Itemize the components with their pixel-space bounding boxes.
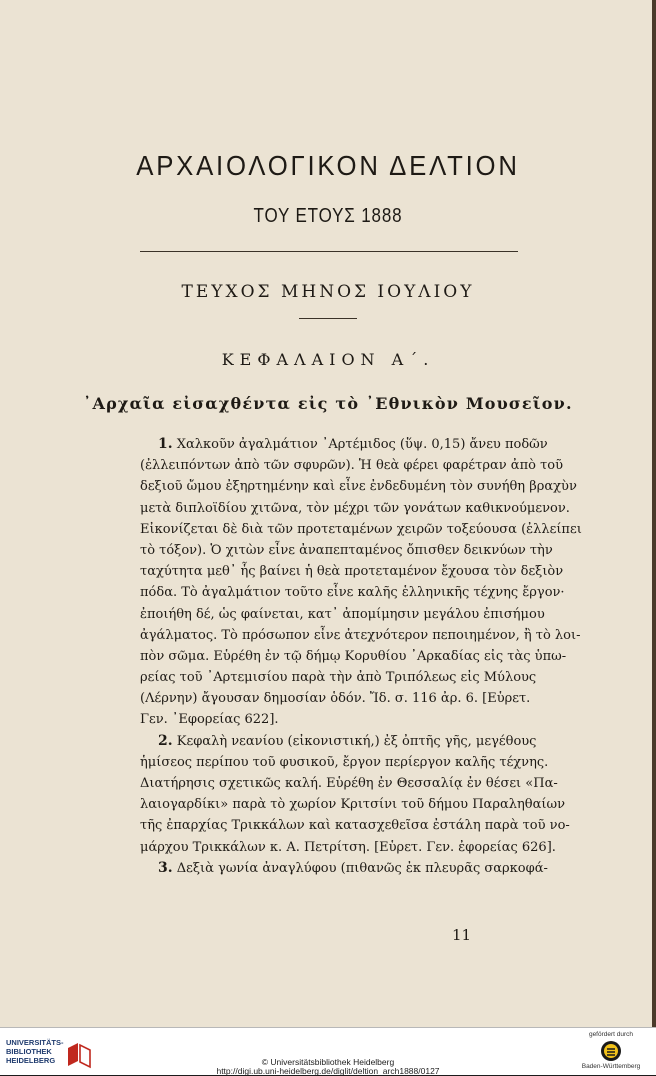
line-text: μετὰ διπλοϊδίου χιτῶνα, τὸν μέχρι τῶν γονάτων καθικνούμενον.: [140, 500, 570, 516]
body-text: [140, 434, 582, 879]
text-line: [140, 815, 570, 836]
library-name-line2: BIBLIOTHEK: [6, 1047, 52, 1056]
journal-subtitle: ΤΟΥ ΕΤΟΥΣ 1888: [253, 205, 403, 227]
text-line: [140, 455, 563, 476]
text-line: [140, 688, 531, 709]
text-line: [140, 731, 537, 752]
line-text: Κεφαλὴ νεανίου (εἰκονιστική,) ἐξ ὀπτῆς γῆς, μεγέθους: [172, 733, 537, 749]
text-line: [140, 561, 564, 582]
line-text: πόδα. Τὸ ἀγαλμάτιον τοῦτο εἶνε καλῆς ἑλληνικῆς τέχνης ἔργον·: [140, 585, 565, 601]
line-text: Χαλκοῦν ἀγαλμάτιον ᾿Αρτέμιδος (ὕψ. 0,15) ἄνευ ποδῶν: [172, 437, 548, 452]
section-heading: ᾿Αρχαῖα εἰσαχθέντα εἰς τὸ ᾿Εθνικὸν Μουσεῖον.: [83, 394, 573, 413]
line-text: Δεξιὰ γωνία ἀναγλύφου (πιθανῶς ἐκ πλευρᾶς σαρκοφά-: [172, 860, 548, 876]
line-text: ἡμίσεος περίπου τοῦ φυσικοῦ, ἔργον περίεργον καλῆς τέχνης.: [140, 754, 549, 770]
copyright-block: [0, 1058, 656, 1076]
text-line: [140, 498, 570, 519]
library-name-line3: HEIDELBERG: [6, 1056, 56, 1065]
text-line: [140, 540, 553, 561]
text-line: [140, 858, 548, 879]
line-text: Γεν. ᾿Εφορείας 622].: [140, 712, 279, 728]
journal-title: ΑΡΧΑΙΟΛΟΓΙΚΟΝ ΔΕΛΤΙΟΝ: [136, 150, 520, 181]
issue-heading: ΤΕΥΧΟΣ ΜΗΝΟΣ ΙΟΥΛΙΟΥ: [181, 282, 475, 302]
footer-bar: [0, 1027, 656, 1075]
text-line: [140, 794, 565, 815]
sponsor-label: gefördert durch: [588, 1031, 634, 1038]
entry-number: 2.: [158, 732, 173, 749]
title-rule: [140, 251, 518, 252]
line-text: Διατήρησις σχετικῶς καλή. Εὑρέθη ἐν Θεσσαλίᾳ ἐν θέσει «Πα-: [140, 776, 558, 791]
line-text: Εἰκονίζεται δὲ διὰ τῶν προτεταμένων χειρῶν τοξεύουσα (ἐλλείπει: [140, 521, 582, 537]
text-line: [140, 625, 581, 646]
line-text: (ἐλλειπόντων ἀπὸ τῶν σφυρῶν). Ἡ θεὰ φέρει φαρέτραν ἀπὸ τοῦ: [140, 458, 563, 474]
text-line: [140, 476, 577, 497]
line-text: ρείας τοῦ ᾿Αρτεμισίου παρὰ τὴν ἀπὸ Τριπόλεως εἰς Μύλους: [140, 670, 537, 686]
text-line: [140, 604, 545, 625]
copyright-text: © Universitätsbibliothek Heidelberg: [261, 1057, 395, 1067]
line-text: τὸ τόξον). Ὁ χιτὼν εἶνε ἀναπεπταμένος ὄπισθεν δεικνύων τὴν: [140, 542, 553, 558]
entry-number: 1.: [158, 436, 173, 452]
line-text: (Λέρνην) ἄγουσαν δημοσίαν ὁδόν. Ἴδ. σ. 116 ἀρ. 6. [Εὑρετ.: [140, 691, 531, 707]
line-text: τῆς ἐπαρχίας Τρικκάλων καὶ κατασχεθεῖσα ἐστάλη παρὰ τοῦ νο-: [140, 818, 570, 834]
text-line: [140, 434, 548, 455]
text-line: [140, 667, 537, 688]
sponsor-block[interactable]: [574, 1031, 648, 1070]
coat-of-arms-icon: [600, 1040, 622, 1062]
line-text: ταχύτητα μεθ᾿ ἧς βαίνει ἡ θεὰ προτεταμένον ἔχουσα τὸν δεξιὸν: [140, 564, 564, 580]
line-text: λαιογαρδίκι» παρὰ τὸ χωρίον Κριτσίνι τοῦ δήμου Παραληθαίων: [140, 797, 565, 813]
text-line: [140, 752, 549, 773]
text-line: [140, 582, 565, 603]
text-line: [140, 709, 516, 730]
page-edge: [652, 0, 656, 1027]
line-text: δεξιοῦ ὤμου ἐξηρτημένην καὶ εἶνε ἐνδεδυμένη τὸν συνήθη βραχὺν: [140, 479, 577, 495]
sponsor-name: Baden-Württemberg: [581, 1063, 641, 1070]
entry-number: 3.: [158, 859, 173, 876]
line-text: ἐποιήθη δέ, ὡς φαίνεται, κατ᾿ ἀπομίμησιν μεγάλου ἐπισήμου: [140, 606, 545, 622]
text-line: [140, 837, 556, 858]
line-text: πὸν σῶμα. Εὑρέθη ἐν τῷ δήμῳ Κορυθίου ᾿Αρκαδίας εἰς τὰς ὑπω-: [140, 648, 567, 664]
line-text: μάρχου Τρικκάλων κ. Α. Πετρίτση. [Εὑρετ. Γεν. ἐφορείας 626].: [140, 839, 556, 855]
permalink[interactable]: http://digi.ub.uni-heidelberg.de/diglit/deltion_arch1888/0127: [216, 1066, 440, 1076]
short-rule: [299, 318, 357, 319]
chapter-heading: ΚΕΦΑΛΑΙΟΝ Α΄.: [221, 350, 435, 369]
page-number: 11: [452, 926, 472, 944]
text-line: [140, 519, 582, 540]
line-text: ἀγάλματος. Τὸ πρόσωπον εἶνε ἀτεχνότερον πεποιημένον, ἢ τὸ λοι-: [140, 627, 581, 643]
text-line: [140, 773, 558, 794]
library-name-line1: UNIVERSITÄTS-: [6, 1038, 64, 1047]
text-line: [140, 646, 567, 667]
